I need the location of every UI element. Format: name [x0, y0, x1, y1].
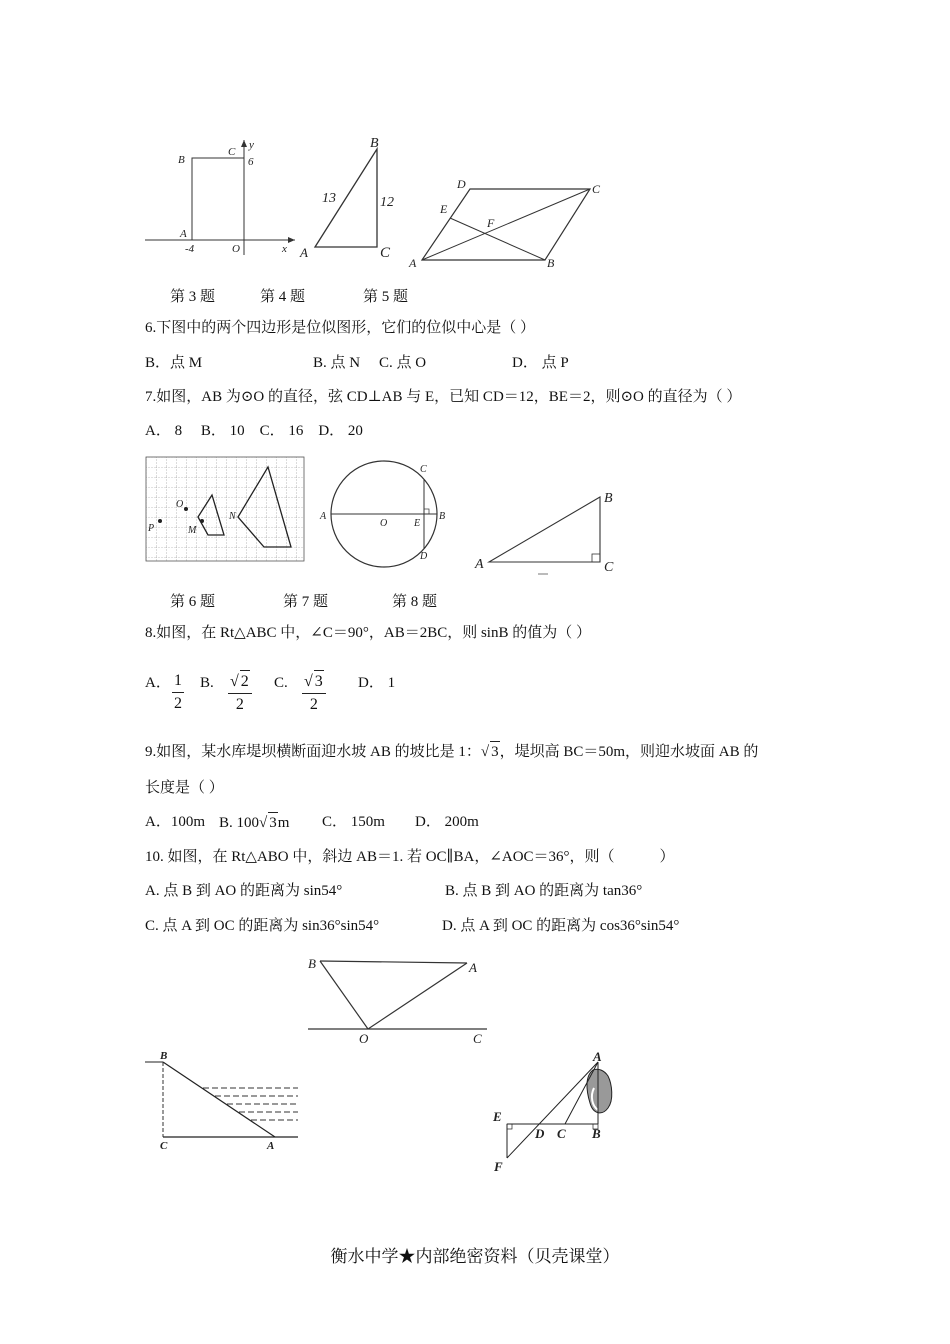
page-footer: 衡水中学★内部绝密资料（贝壳课堂） [330, 1247, 620, 1266]
fig3-label-y: y [249, 139, 254, 151]
fig7-label-B: B [439, 511, 446, 522]
figure-3-coordinate-rectangle [140, 135, 300, 260]
q6-option-b2: B. 点 N [313, 355, 361, 371]
q8-b-fraction: $\frac{√ 2}{2}$ [228, 670, 252, 716]
fig3-label-B: B [178, 154, 185, 166]
q8-c-num: 3 [314, 670, 324, 693]
fig4-label-13: 13 [322, 191, 336, 206]
fig6-label-M: M [188, 525, 197, 536]
figure-8-right-triangle [472, 485, 622, 580]
fig10-label-A: A [469, 960, 477, 975]
fig11-label-E: E [493, 1109, 502, 1124]
q6-option-b1: B．点 M [145, 355, 203, 371]
fig7-label-E: E [414, 518, 421, 529]
fig3-label-neg4: -4 [185, 243, 195, 255]
caption-fig6: 第 6 题 [170, 594, 216, 610]
q10-option-d: D. 点 A 到 OC 的距离为 cos36°sin54° [442, 918, 680, 934]
q9-option-c: C． 150m [322, 814, 385, 830]
figure-10-triangle-abo [305, 955, 495, 1047]
q9-stem: 9.如图，某水库堤坝横断面迎水坡 AB 的坡比是 1：√ 3，堤坝高 BC＝50m，则迎水坡面 AB 的 [145, 741, 758, 762]
fig7-label-D: D [420, 551, 428, 562]
figure-5-parallelogram [405, 175, 615, 270]
fig11-label-C: C [557, 1126, 566, 1141]
fig5-label-C: C [592, 182, 601, 196]
caption-fig7: 第 7 题 [283, 594, 329, 610]
q8-a-fraction [172, 670, 184, 715]
q9-option-a: A．100m [145, 814, 206, 830]
caption-fig4: 第 4 题 [260, 289, 306, 305]
fig7-label-O: O [380, 518, 388, 529]
figure-11-height-measurement [490, 1048, 630, 1173]
fig3-label-6: 6 [248, 156, 254, 168]
figure-9-dam-slope [145, 1045, 305, 1155]
fig7-label-C: C [420, 464, 427, 475]
fig5-label-F: F [487, 216, 495, 230]
q8-a-num: 1 [172, 670, 184, 693]
fig11-label-D: D [535, 1126, 545, 1141]
fig8-label-C: C [604, 560, 614, 575]
q9-option-d: D． 200m [415, 814, 479, 830]
fig3-label-O: O [232, 243, 240, 255]
figure-7-circle-chord [318, 457, 458, 567]
q9-option-b-post: m [277, 815, 290, 831]
q8-b-num: 2 [240, 670, 250, 693]
figure-6-grid-homothety [146, 457, 306, 563]
fig5-label-A: A [409, 256, 417, 270]
q8-c-den: 2 [309, 696, 318, 713]
caption-fig3: 第 3 题 [170, 289, 216, 305]
fig7-label-A: A [320, 511, 327, 522]
fig6-label-N: N [229, 511, 236, 522]
fig8-label-B: B [604, 491, 613, 506]
q10-stem: 10. 如图，在 Rt△ABO 中，斜边 AB＝1. 若 OC∥BA，∠AOC＝36°，则（ ） [145, 849, 675, 865]
caption-fig5: 第 5 题 [363, 289, 409, 305]
q6-stem: 6.下图中的两个四边形是位似图形，它们的位似中心是（ ） [145, 320, 536, 336]
q9-stem-rad: 3 [490, 741, 500, 762]
q9-option-b: B. 100√ 3m [219, 812, 289, 833]
fig6-label-O: O [176, 499, 184, 510]
fig5-label-E: E [440, 202, 448, 216]
fig6-label-P: P [148, 523, 155, 534]
fig10-label-C: C [473, 1031, 482, 1046]
q9-stem-line2: 长度是（ ） [145, 780, 224, 796]
q8-stem: 8.如图，在 Rt△ABC 中，∠C＝90°，AB＝2BC，则 sinB 的值为（ ） [145, 625, 591, 641]
fig9-label-B: B [160, 1050, 168, 1062]
q8-b-label: B. [200, 675, 214, 691]
q8-b-den: 2 [235, 696, 244, 713]
fig8-label-A: A [475, 557, 484, 572]
fig11-label-B: B [592, 1126, 601, 1141]
q8-a-label: A． [145, 675, 171, 691]
q6-option-d: D． 点 P [512, 355, 569, 371]
q8-c-label: C. [274, 675, 288, 691]
fig3-label-x: x [282, 243, 287, 255]
caption-fig8: 第 8 题 [392, 594, 438, 610]
fig9-label-A: A [267, 1140, 275, 1152]
q8-option-d: D． 1 [358, 675, 396, 691]
fig11-label-F: F [494, 1159, 503, 1174]
q10-option-c: C. 点 A 到 OC 的距离为 sin36°sin54° [145, 918, 380, 934]
fig4-label-A: A [300, 245, 308, 260]
q10-option-b: B. 点 B 到 AO 的距离为 tan36° [445, 883, 643, 899]
fig4-label-B: B [370, 136, 379, 151]
fig4-label-C: C [380, 245, 391, 261]
fig10-label-B: B [308, 956, 316, 971]
q8-c-fraction: $\frac{√ 3}{2}$ [302, 670, 326, 716]
q9-option-b-pre: B. 100 [219, 815, 260, 831]
fig3-label-A: A [180, 228, 187, 240]
fig9-label-C: C [160, 1140, 168, 1152]
q7-stem: 7.如图，AB 为⊙O 的直径，弦 CD⊥AB 与 E，已知 CD＝12，BE＝2，则⊙O 的直径为（ ） [145, 389, 742, 405]
fig5-label-D: D [457, 177, 466, 191]
figure-4-right-triangle [300, 135, 410, 260]
q10-option-a: A. 点 B 到 AO 的距离为 sin54° [145, 883, 343, 899]
fig11-label-A: A [593, 1049, 602, 1064]
fig3-label-C: C [228, 146, 236, 158]
q8-a-den: 2 [174, 695, 182, 712]
q9-option-b-rad: 3 [268, 812, 278, 833]
q7-options: A． 8 B． 10 C． 16 D． 20 [145, 423, 363, 439]
fig4-label-12: 12 [380, 195, 394, 210]
q6-option-c: C. 点 O [379, 355, 427, 371]
fig10-label-O: O [359, 1031, 369, 1046]
q9-stem-pre: 9.如图，某水库堤坝横断面迎水坡 AB 的坡比是 1： [145, 744, 481, 760]
q9-stem-post: ，堤坝高 BC＝50m，则迎水坡面 AB 的 [499, 744, 759, 760]
fig5-label-B: B [547, 256, 555, 270]
